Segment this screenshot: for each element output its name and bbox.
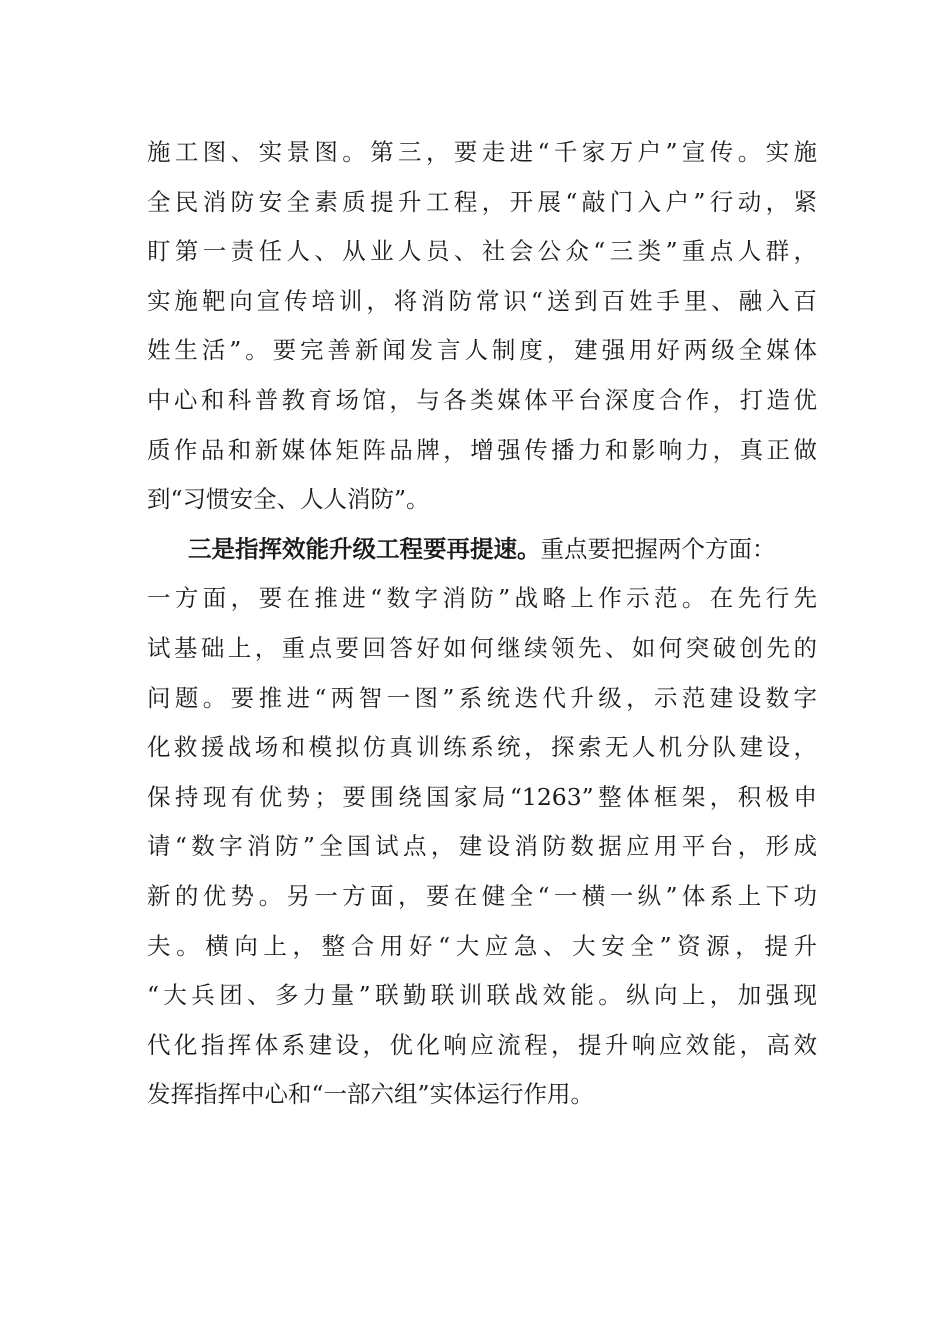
- text-line: 盯第一责任人、从业人员、社会公众“三类”重点人群，: [147, 237, 817, 266]
- paragraph-2-first-line: [147, 525, 817, 575]
- text-line: 发挥指挥中心和“一部六组”实体运行作用。: [147, 1080, 595, 1109]
- text-line: 实施靶向宣传培训，将消防常识“送到百姓手里、融入百: [147, 286, 817, 315]
- text-line: 一方面，要在推进“数字消防”战略上作示范。在先行先: [147, 584, 817, 613]
- text-line: 化救援战场和模拟仿真训练系统，探索无人机分队建设，: [147, 733, 817, 762]
- text-line: 试基础上，重点要回答好如何继续领先、如何突破创先的: [147, 633, 817, 662]
- paragraph-2-first-line-text: 重点要把握两个方面：: [540, 534, 776, 563]
- document-page: [147, 128, 817, 1120]
- text-line: 新的优势。另一方面，要在健全“一横一纵”体系上下功: [147, 881, 817, 910]
- text-line: 全民消防安全素质提升工程，开展“敲门入户”行动，紧: [147, 187, 817, 216]
- text-line: 到“习惯安全、人人消防”。: [147, 485, 430, 514]
- text-line: 请“数字消防”全国试点，建设消防数据应用平台，形成: [147, 832, 817, 861]
- text-line: 施工图、实景图。第三，要走进“千家万户”宣传。实施: [147, 138, 817, 166]
- text-line: 姓生活”。要完善新闻发言人制度，建强用好两级全媒体: [147, 336, 817, 365]
- text-line: 代化指挥体系建设，优化响应流程，提升响应效能，高效: [147, 1030, 817, 1059]
- paragraph-2-heading: 三是指挥效能升级工程要再提速。: [188, 534, 541, 563]
- text-line: “大兵团、多力量”联勤联训联战效能。纵向上，加强现: [147, 981, 817, 1010]
- text-line: 中心和科普教育场馆，与各类媒体平台深度合作，打造优: [147, 385, 817, 414]
- text-line: 保持现有优势；要围绕国家局“1263”整体框架，积极申: [147, 782, 817, 811]
- paragraph-1: [147, 128, 817, 525]
- text-line: 问题。要推进“两智一图”系统迭代升级，示范建设数字: [147, 683, 817, 712]
- text-line: 夫。横向上，整合用好“大应急、大安全”资源，提升: [147, 931, 817, 960]
- text-line: 质作品和新媒体矩阵品牌，增强传播力和影响力，真正做: [147, 435, 817, 464]
- paragraph-2: [147, 525, 817, 1120]
